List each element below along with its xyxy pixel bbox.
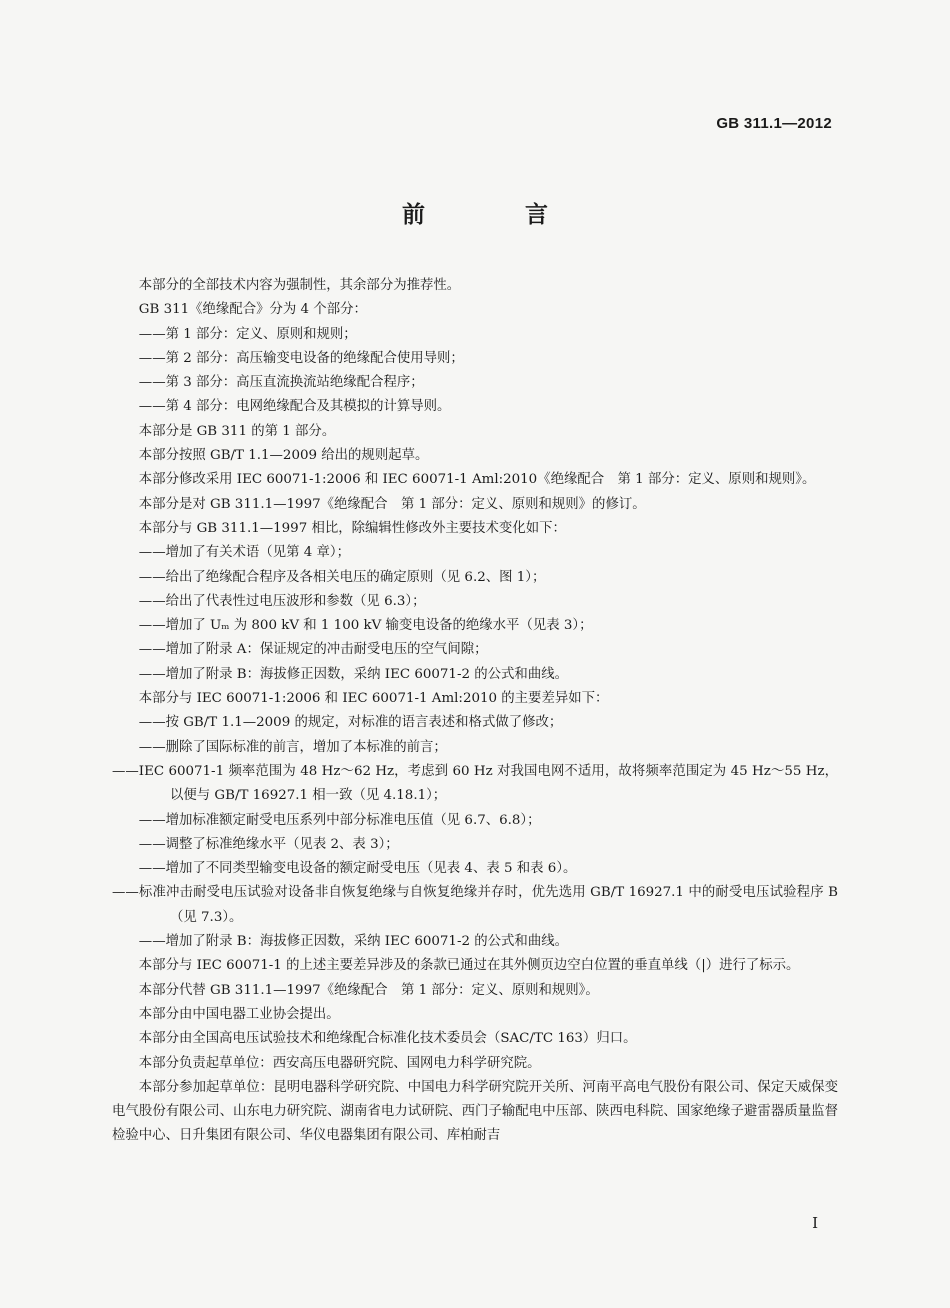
- paragraph: 本部分按照 GB/T 1.1—2009 给出的规则起草。: [138, 448, 429, 464]
- list-item: ——增加了附录 B：海拔修正因数，采纳 IEC 60071-2 的公式和曲线。: [138, 666, 568, 682]
- list-item: ——增加了不同类型输变电设备的额定耐受电压（见表 4、表 5 和表 6）。: [138, 861, 577, 877]
- page-number: I: [812, 1214, 818, 1232]
- paragraph: 本部分是对 GB 311.1—1997《绝缘配合 第 1 部分：定义、原则和规则》的修订。: [138, 496, 646, 512]
- list-item: ——标准冲击耐受电压试验对设备非自恢复绝缘与自恢复绝缘并存时，优先选用 GB/T 16927.1 中的耐受电压试验程序 B（见 7.3）。: [112, 885, 838, 925]
- paragraph: 本部分与 IEC 60071-1 的上述主要差异涉及的条款已通过在其外侧页边空白位置的垂直单线（|）进行了标示。: [138, 958, 800, 974]
- list-item: ——给出了代表性过电压波形和参数（见 6.3）；: [138, 593, 426, 609]
- list-item: ——增加了 Uₘ 为 800 kV 和 1 100 kV 输变电设备的绝缘水平（见表 3）；: [138, 618, 593, 634]
- list-item: ——第 3 部分：高压直流换流站绝缘配合程序；: [138, 375, 424, 391]
- paragraph: 本部分代替 GB 311.1—1997《绝缘配合 第 1 部分：定义、原则和规则》。: [138, 982, 599, 998]
- paragraph: 本部分与 IEC 60071-1:2006 和 IEC 60071-1 Aml:2010 的主要差异如下：: [138, 691, 609, 707]
- list-item: ——按 GB/T 1.1—2009 的规定，对标准的语言表述和格式做了修改；: [138, 715, 563, 731]
- list-item: ——增加了有关术语（见第 4 章）；: [138, 545, 350, 561]
- page-title: 前 言: [401, 202, 594, 228]
- list-item: ——增加标准额定耐受电压系列中部分标准电压值（见 6.7、6.8）；: [138, 812, 541, 828]
- list-item: ——调整了标准绝缘水平（见表 2、表 3）；: [138, 836, 399, 852]
- list-item: ——给出了绝缘配合程序及各相关电压的确定原则（见 6.2、图 1）；: [138, 569, 546, 585]
- list-item: ——IEC 60071-1 频率范围为 48 Hz～62 Hz，考虑到 60 Hz 对我国电网不适用，故将频率范围定为 45 Hz～55 Hz，以便与 GB/T 16927.1 相一致（见 4.18.1）；: [112, 763, 838, 804]
- list-item: ——第 4 部分：电网绝缘配合及其模拟的计算导则。: [138, 399, 451, 415]
- list-item: ——增加了附录 A：保证规定的冲击耐受电压的空气间隙；: [138, 642, 488, 658]
- paragraph: 本部分参加起草单位：昆明电器科学研究院、中国电力科学研究院开关所、河南平高电气股份有限公司、保定天威保变电气股份有限公司、山东电力研究院、湖南省电力试研院、西门子输配电中压部、陕西电科院、国家绝缘子避雷器质量监督检验中心、日升集团有限公司、华仪电器集团有限公司、库柏耐吉: [112, 1079, 838, 1144]
- paragraph: 本部分的全部技术内容为强制性，其余部分为推荐性。: [138, 278, 461, 293]
- paragraph: 本部分负责起草单位：西安高压电器研究院、国网电力科学研究院。: [138, 1055, 541, 1071]
- paragraph: 本部分与 GB 311.1—1997 相比，除编辑性修改外主要技术变化如下：: [138, 520, 566, 536]
- paragraph: 本部分由全国高电压试验技术和绝缘配合标准化技术委员会（SAC/TC 163）归口。: [138, 1031, 637, 1047]
- paragraph: GB 311《绝缘配合》分为 4 个部分：: [138, 302, 367, 318]
- standard-number: GB 311.1—2012: [716, 115, 832, 132]
- list-item: ——增加了附录 B：海拔修正因数，采纳 IEC 60071-2 的公式和曲线。: [138, 934, 568, 950]
- foreword-body: [112, 274, 838, 1149]
- list-item: ——删除了国际标准的前言，增加了本标准的前言；: [138, 739, 447, 755]
- paragraph: 本部分修改采用 IEC 60071-1:2006 和 IEC 60071-1 Aml:2010《绝缘配合 第 1 部分：定义、原则和规则》。: [138, 472, 816, 488]
- list-item: ——第 1 部分：定义、原则和规则；: [138, 326, 357, 342]
- paragraph: 本部分是 GB 311 的第 1 部分。: [138, 423, 336, 439]
- list-item: ——第 2 部分：高压输变电设备的绝缘配合使用导则；: [138, 350, 464, 366]
- paragraph: 本部分由中国电器工业协会提出。: [138, 1006, 340, 1022]
